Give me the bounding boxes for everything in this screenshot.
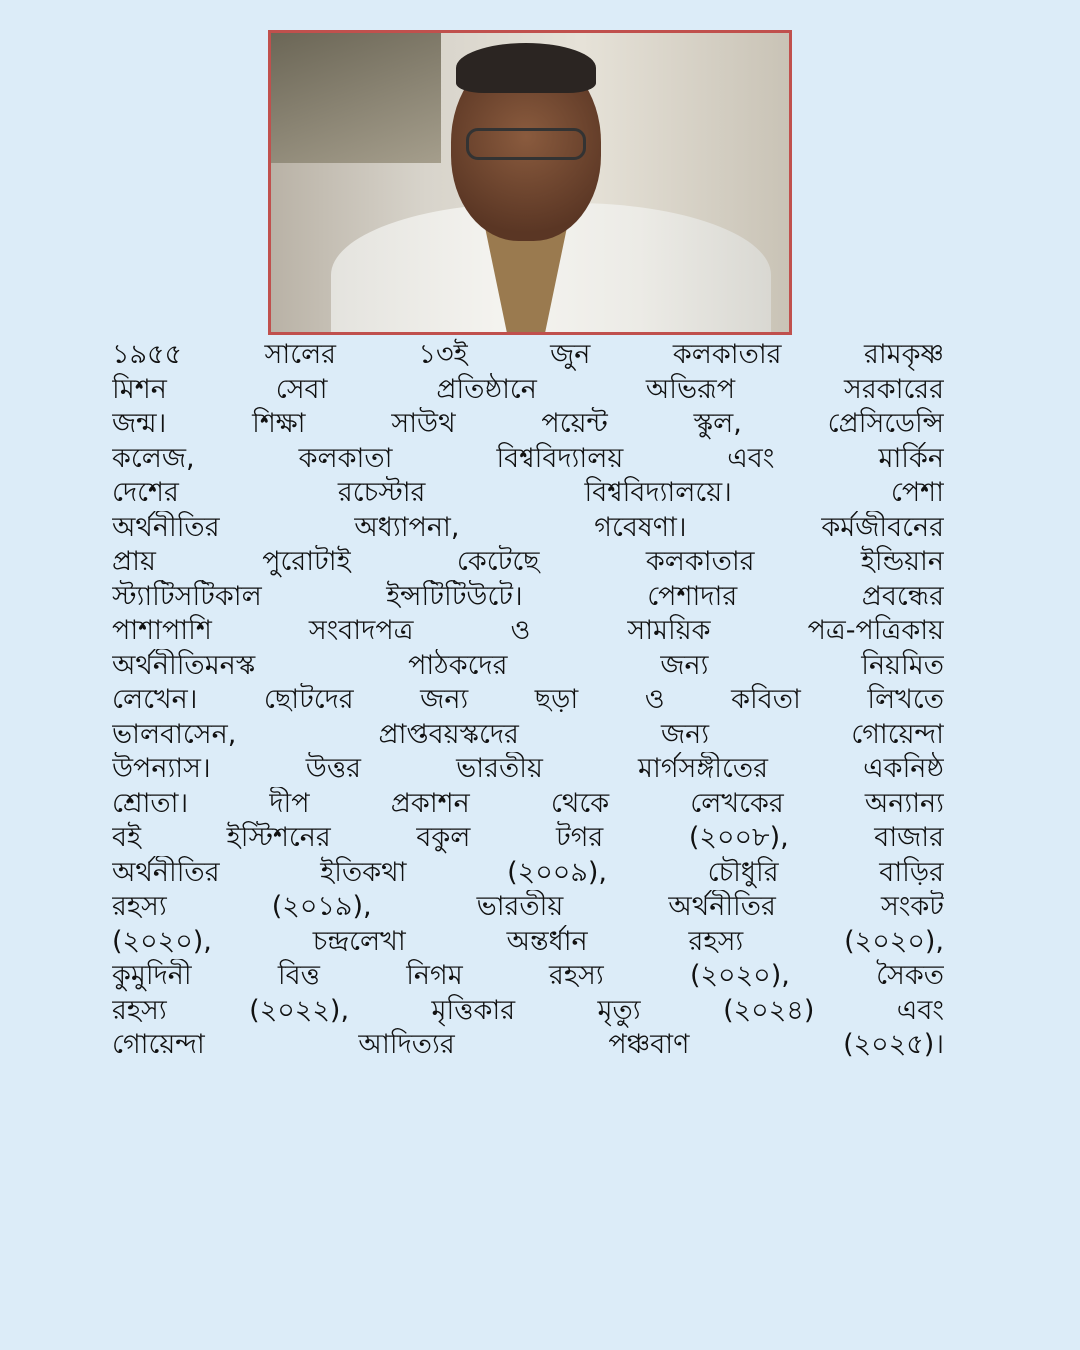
author-photo [268, 30, 792, 335]
photo-glasses [466, 128, 586, 160]
bio-line: উপন্যাস। উত্তর ভারতীয় মার্গসঙ্গীতের একনিষ্ঠ [112, 753, 944, 784]
bio-line: কলেজ, কলকাতা বিশ্ববিদ্যালয় এবং মার্কিন [112, 442, 944, 474]
bio-line: (২০২০), চন্দ্রলেখা অন্তর্ধান রহস্য (২০২০), [112, 925, 944, 957]
bio-line: ১৯৫৫ সালের ১৩ই জুন কলকাতার রামকৃষ্ণ [112, 339, 944, 370]
bio-line: কুমুদিনী বিত্ত নিগম রহস্য (২০২০), সৈকত [112, 960, 944, 991]
bio-line: অর্থনীতির অধ্যাপনা, গবেষণা। কর্মজীবনের [112, 511, 944, 543]
bio-line: স্ট্যাটিসটিকাল ইন্সটিটিউটে। পেশাদার প্রবন্ধের [112, 580, 944, 612]
bio-line: লেখেন। ছোটদের জন্য ছড়া ও কবিতা লিখতে [112, 684, 944, 715]
bio-line: গোয়েন্দা আদিত্যর পঞ্চবাণ (২০২৫)। [112, 1029, 944, 1060]
author-bio [112, 338, 944, 1063]
bio-line: ভালবাসেন, প্রাপ্তবয়স্কদের জন্য গোয়েন্দা [112, 718, 944, 750]
bio-line: বই ইস্টিশনের বকুল টগর (২০০৮), বাজার [112, 822, 944, 853]
bio-line: জন্ম। শিক্ষা সাউথ পয়েন্ট স্কুল, প্রেসিডেন্সি [112, 408, 944, 439]
bio-line: রহস্য (২০১৯), ভারতীয় অর্থনীতির সংকট [112, 891, 944, 922]
bio-line: দেশের রচেস্টার বিশ্ববিদ্যালয়ে। পেশা [112, 477, 944, 508]
bio-line: রহস্য (২০২২), মৃত্তিকার মৃত্যু (২০২৪) এবং [112, 994, 944, 1026]
bio-line: অর্থনীতির ইতিকথা (২০০৯), চৌধুরি বাড়ির [112, 856, 944, 888]
bio-line: পাশাপাশি সংবাদপত্র ও সাময়িক পত্র-পত্রিকায় [112, 615, 944, 646]
photo-hair [456, 43, 596, 93]
bio-line: অর্থনীতিমনস্ক পাঠকদের জন্য নিয়মিত [112, 649, 944, 681]
photo-background [271, 33, 441, 163]
bio-line: মিশন সেবা প্রতিষ্ঠানে অভিরূপ সরকারের [112, 373, 944, 405]
bio-line: প্রায় পুরোটাই কেটেছে কলকাতার ইন্ডিয়ান [112, 546, 944, 577]
bio-line: শ্রোতা। দীপ প্রকাশন থেকে লেখকের অন্যান্য [112, 787, 944, 819]
